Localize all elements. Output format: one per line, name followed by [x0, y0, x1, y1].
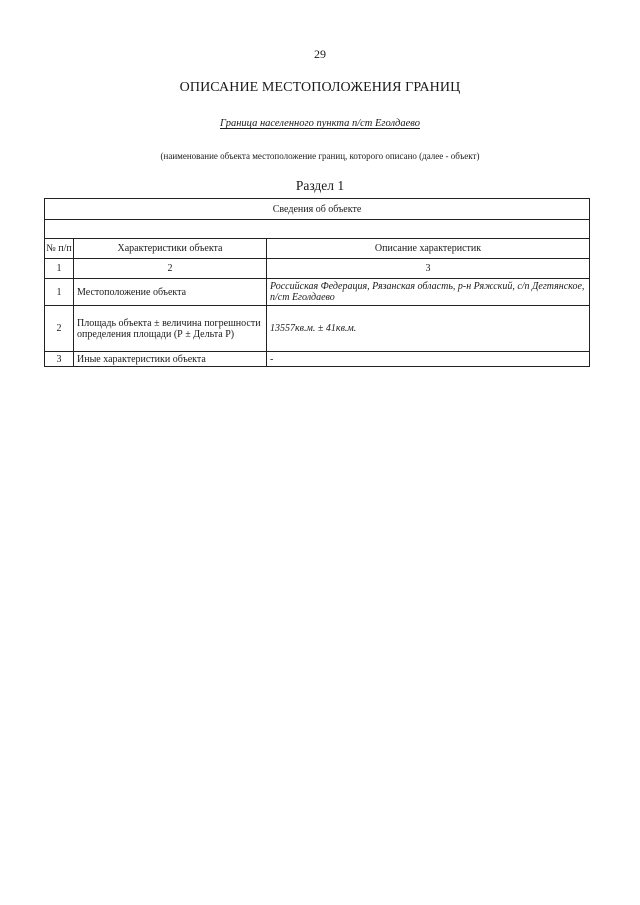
row-characteristic: Местоположение объекта: [74, 279, 267, 306]
table-blank-row: [45, 220, 590, 239]
table-heading: Сведения об объекте: [45, 199, 590, 220]
column-number-1: 1: [45, 259, 74, 279]
object-name-text: Граница населенного пункта п/ст Еголдаево: [220, 118, 420, 129]
row-description: 13557кв.м. ± 41кв.м.: [267, 306, 590, 352]
column-number-2: 2: [74, 259, 267, 279]
object-info-table: [44, 198, 590, 367]
table-row: [45, 352, 590, 367]
column-header-number: № п/п: [45, 239, 74, 259]
row-number: 2: [45, 306, 74, 352]
object-name-caption: (наименование объекта местоположение границ, которого описано (далее - объект): [160, 151, 480, 161]
row-number: 1: [45, 279, 74, 306]
document-title: ОПИСАНИЕ МЕСТОПОЛОЖЕНИЯ ГРАНИЦ: [179, 80, 461, 95]
page-number: 29: [314, 47, 326, 61]
table-blank-cell: [45, 220, 590, 239]
section-title: Раздел 1: [295, 178, 345, 193]
row-description: Российская Федерация, Рязанская область, р-н Ряжский, с/п Дегтянское, п/ст Еголдаево: [267, 279, 590, 306]
row-number: 3: [45, 352, 74, 367]
row-characteristic: Иные характеристики объекта: [74, 352, 267, 367]
table-heading-row: [45, 199, 590, 220]
table-row: [45, 306, 590, 352]
row-description: -: [267, 352, 590, 367]
table-row: [45, 279, 590, 306]
object-name: [0, 118, 640, 129]
column-number-3: 3: [267, 259, 590, 279]
row-characteristic: Площадь объекта ± величина погрешности определения площади (Р ± Дельта Р): [74, 306, 267, 352]
table-column-headers: [45, 239, 590, 259]
column-header-description: Описание характеристик: [267, 239, 590, 259]
table-column-numbers: [45, 259, 590, 279]
column-header-characteristic: Характеристики объекта: [74, 239, 267, 259]
